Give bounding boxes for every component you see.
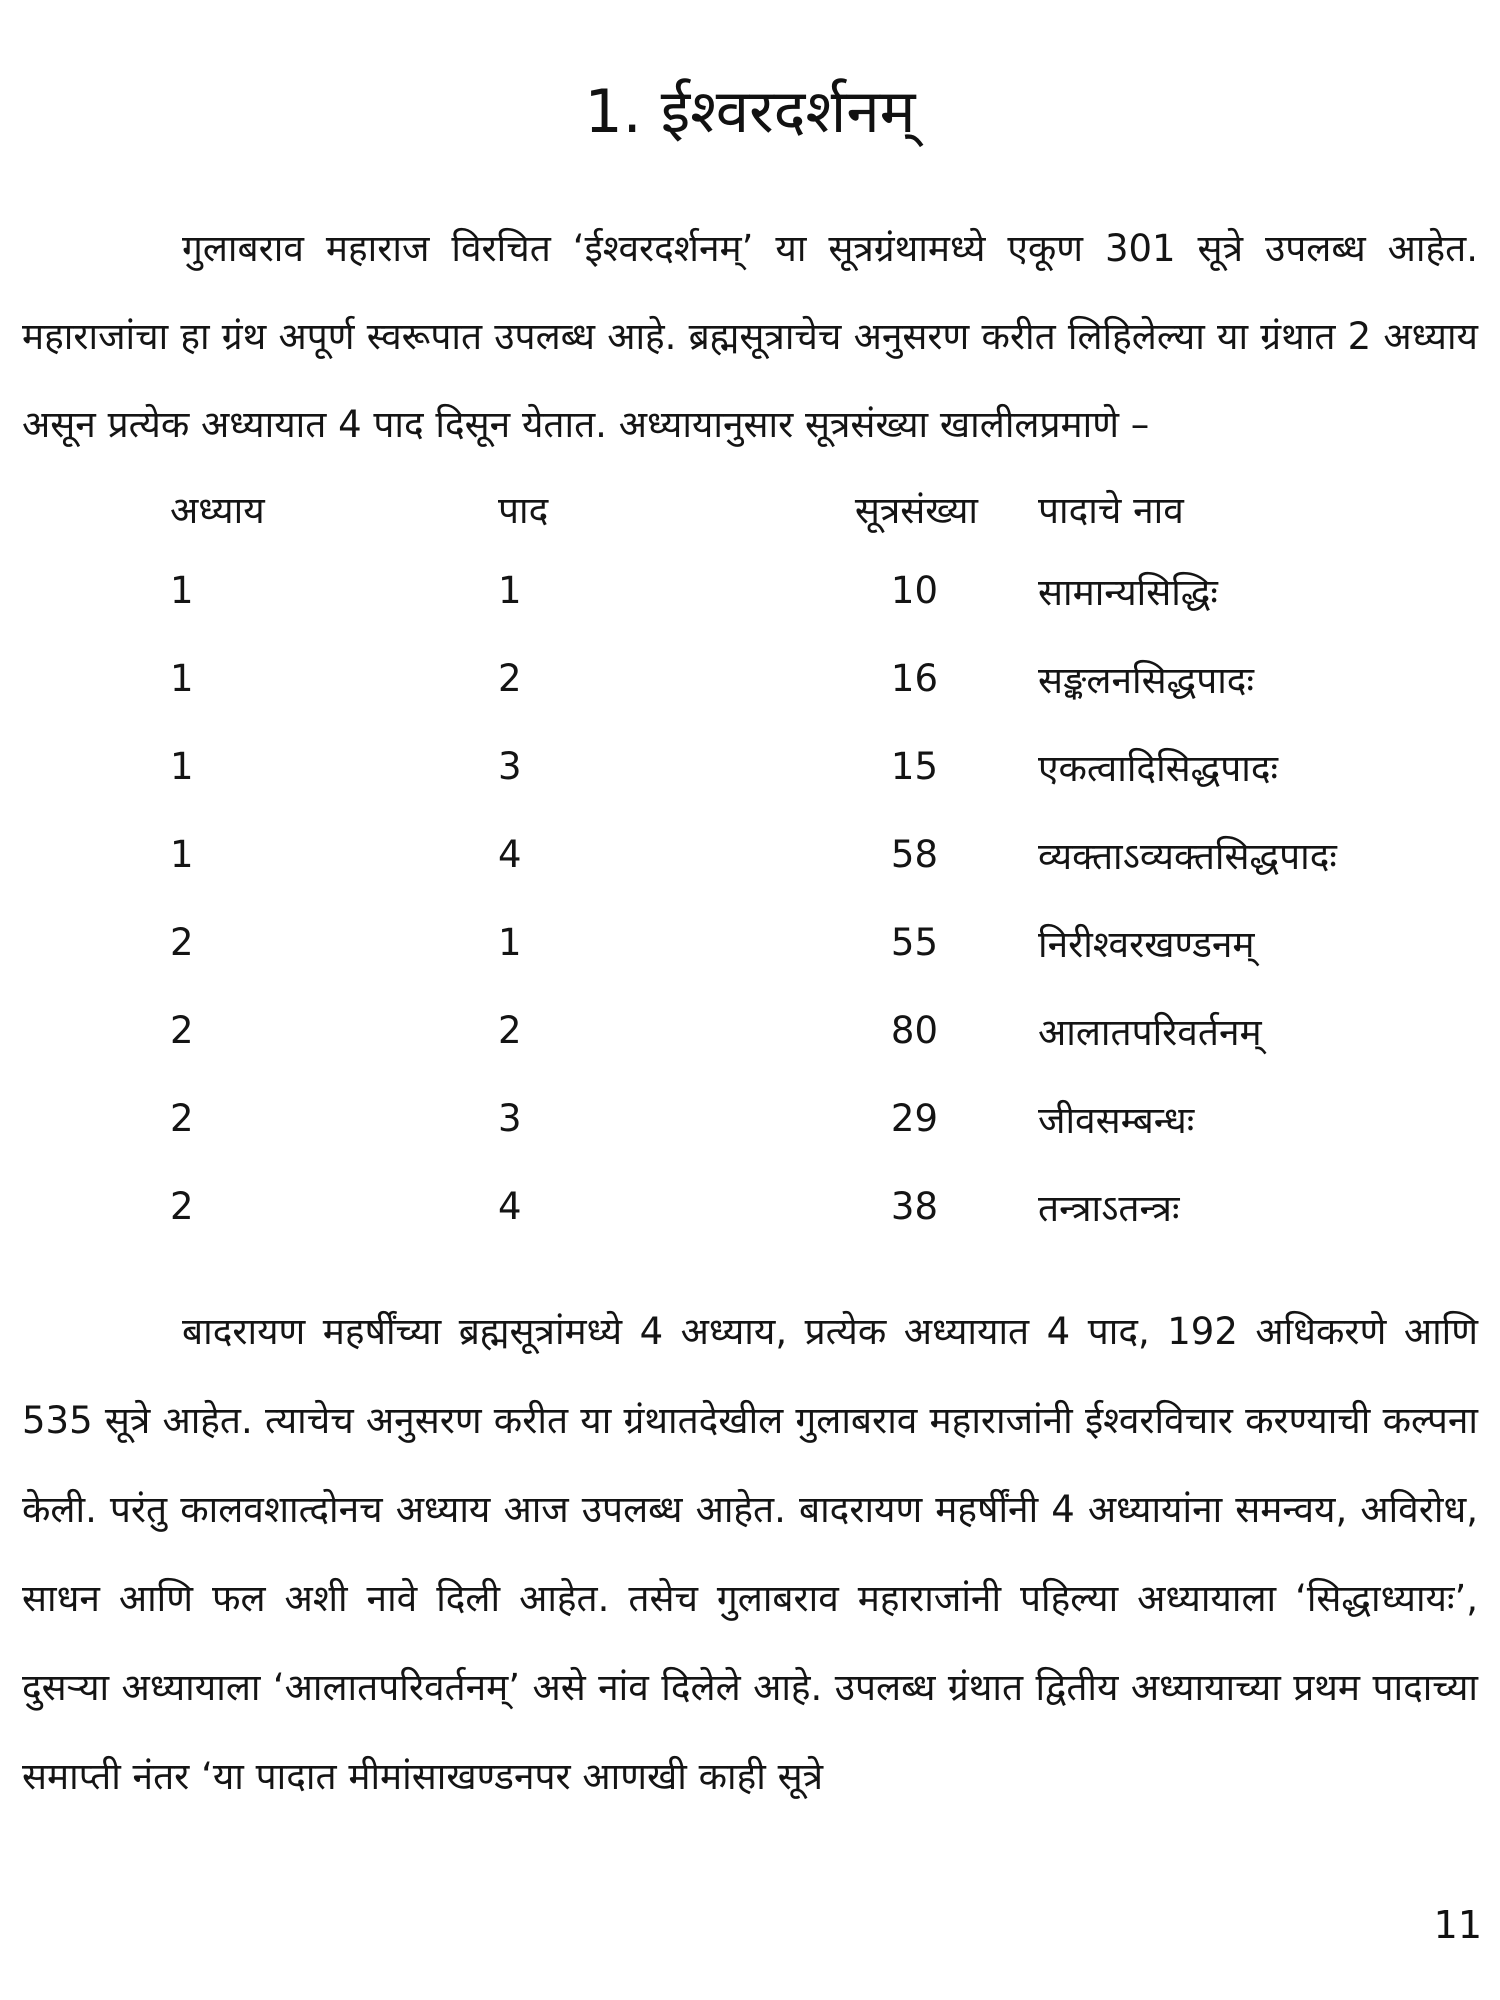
cell-pada-name: जीवसम्बन्धः <box>1038 1098 1195 1142</box>
cell-pada-name: एकत्वादिसिद्धपादः <box>1038 746 1278 790</box>
cell-adhyaya: 1 <box>170 568 194 612</box>
cell-adhyaya: 2 <box>170 1184 194 1228</box>
cell-adhyaya: 2 <box>170 1096 194 1140</box>
cell-pada: 1 <box>498 920 522 964</box>
cell-pada: 4 <box>498 1184 522 1228</box>
table-row <box>170 898 1478 986</box>
cell-sutra-count: 10 <box>890 568 938 612</box>
table-row <box>170 1074 1478 1162</box>
table-row <box>170 986 1478 1074</box>
cell-pada: 3 <box>498 744 522 788</box>
cell-pada: 4 <box>498 832 522 876</box>
cell-sutra-count: 58 <box>890 832 938 876</box>
cell-sutra-count: 80 <box>890 1008 938 1052</box>
header-pada-name: पादाचे नाव <box>1038 488 1184 532</box>
header-adhyaya: अध्याय <box>170 488 265 532</box>
cell-pada-name: आलातपरिवर्तनम् <box>1038 1010 1262 1054</box>
page-title: 1. ईश्वरदर्शनम् <box>584 77 916 147</box>
cell-pada-name: निरीश्वरखण्डनम् <box>1038 922 1255 966</box>
cell-pada: 2 <box>498 656 522 700</box>
cell-pada-name: सामान्यसिद्धिः <box>1038 570 1218 614</box>
header-sutra-count: सूत्रसंख्या <box>854 488 978 532</box>
cell-pada-name: सङ्कलनसिद्धपादः <box>1038 658 1254 702</box>
cell-adhyaya: 1 <box>170 656 194 700</box>
cell-pada: 1 <box>498 568 522 612</box>
cell-adhyaya: 1 <box>170 832 194 876</box>
header-pada: पाद <box>498 488 549 532</box>
cell-pada-name: व्यक्ताऽव्यक्तसिद्धपादः <box>1038 834 1337 878</box>
cell-sutra-count: 29 <box>890 1096 938 1140</box>
cell-sutra-count: 15 <box>890 744 938 788</box>
cell-sutra-count: 38 <box>890 1184 938 1228</box>
cell-adhyaya: 2 <box>170 1008 194 1052</box>
table-row <box>170 546 1478 634</box>
cell-adhyaya: 1 <box>170 744 194 788</box>
intro-paragraph: गुलाबराव महाराज विरचित ‘ईश्वरदर्शनम्’ या सूत्रग्रंथामध्ये एकूण 301 सूत्रे उपलब्ध आहेत. महाराजांचा हा ग्रंथ अपूर्ण स्वरूपात उपलब्ध आहे. ब्रह्मसूत्राचेच अनुसरण करीत लिहिलेल्या या ग्रंथात 2 अध्याय असून प्रत्येक अध्यायात 4 पाद दिसून येतात. अध्यायानुसार सूत्रसंख्या खालीलप्रमाणे – <box>22 227 1478 446</box>
cell-sutra-count: 16 <box>890 656 938 700</box>
table-row <box>170 722 1478 810</box>
table-row <box>170 1162 1478 1250</box>
cell-pada: 2 <box>498 1008 522 1052</box>
table-header-row <box>170 470 1478 546</box>
cell-pada: 3 <box>498 1096 522 1140</box>
cell-sutra-count: 55 <box>890 920 938 964</box>
page-number: 11 <box>1433 1903 1482 1947</box>
cell-adhyaya: 2 <box>170 920 194 964</box>
table-row <box>170 634 1478 722</box>
body-paragraph: बादरायण महर्षींच्या ब्रह्मसूत्रांमध्ये 4 अध्याय, प्रत्येक अध्यायात 4 पाद, 192 अधिकरणे आणि 535 सूत्रे आहेत. त्याचेच अनुसरण करीत या ग्रंथातदेखील गुलाबराव महाराजांनी ईश्वरविचार करण्याची कल्पना केली. परंतु कालवशात्दोनच अध्याय आज उपलब्ध आहेत. बादरायण महर्षींनी 4 अध्यायांना समन्वय, अविरोध, साधन आणि फल अशी नावे दिली आहेत. तसेच गुलाबराव महाराजांनी पहिल्या अध्यायाला ‘सिद्धाध्यायः’, दुसऱ्या अध्यायाला ‘आलातपरिवर्तनम्’ असे नांव दिलेले आहे. उपलब्ध ग्रंथात द्वितीय अध्यायाच्या प्रथम पादाच्या समाप्ती नंतर ‘या पादात मीमांसाखण्डनपर आणखी काही सूत्रे <box>22 1310 1478 1798</box>
cell-pada-name: तन्त्राऽतन्त्रः <box>1038 1186 1180 1230</box>
sutra-count-table <box>170 470 1478 1250</box>
table-row <box>170 810 1478 898</box>
